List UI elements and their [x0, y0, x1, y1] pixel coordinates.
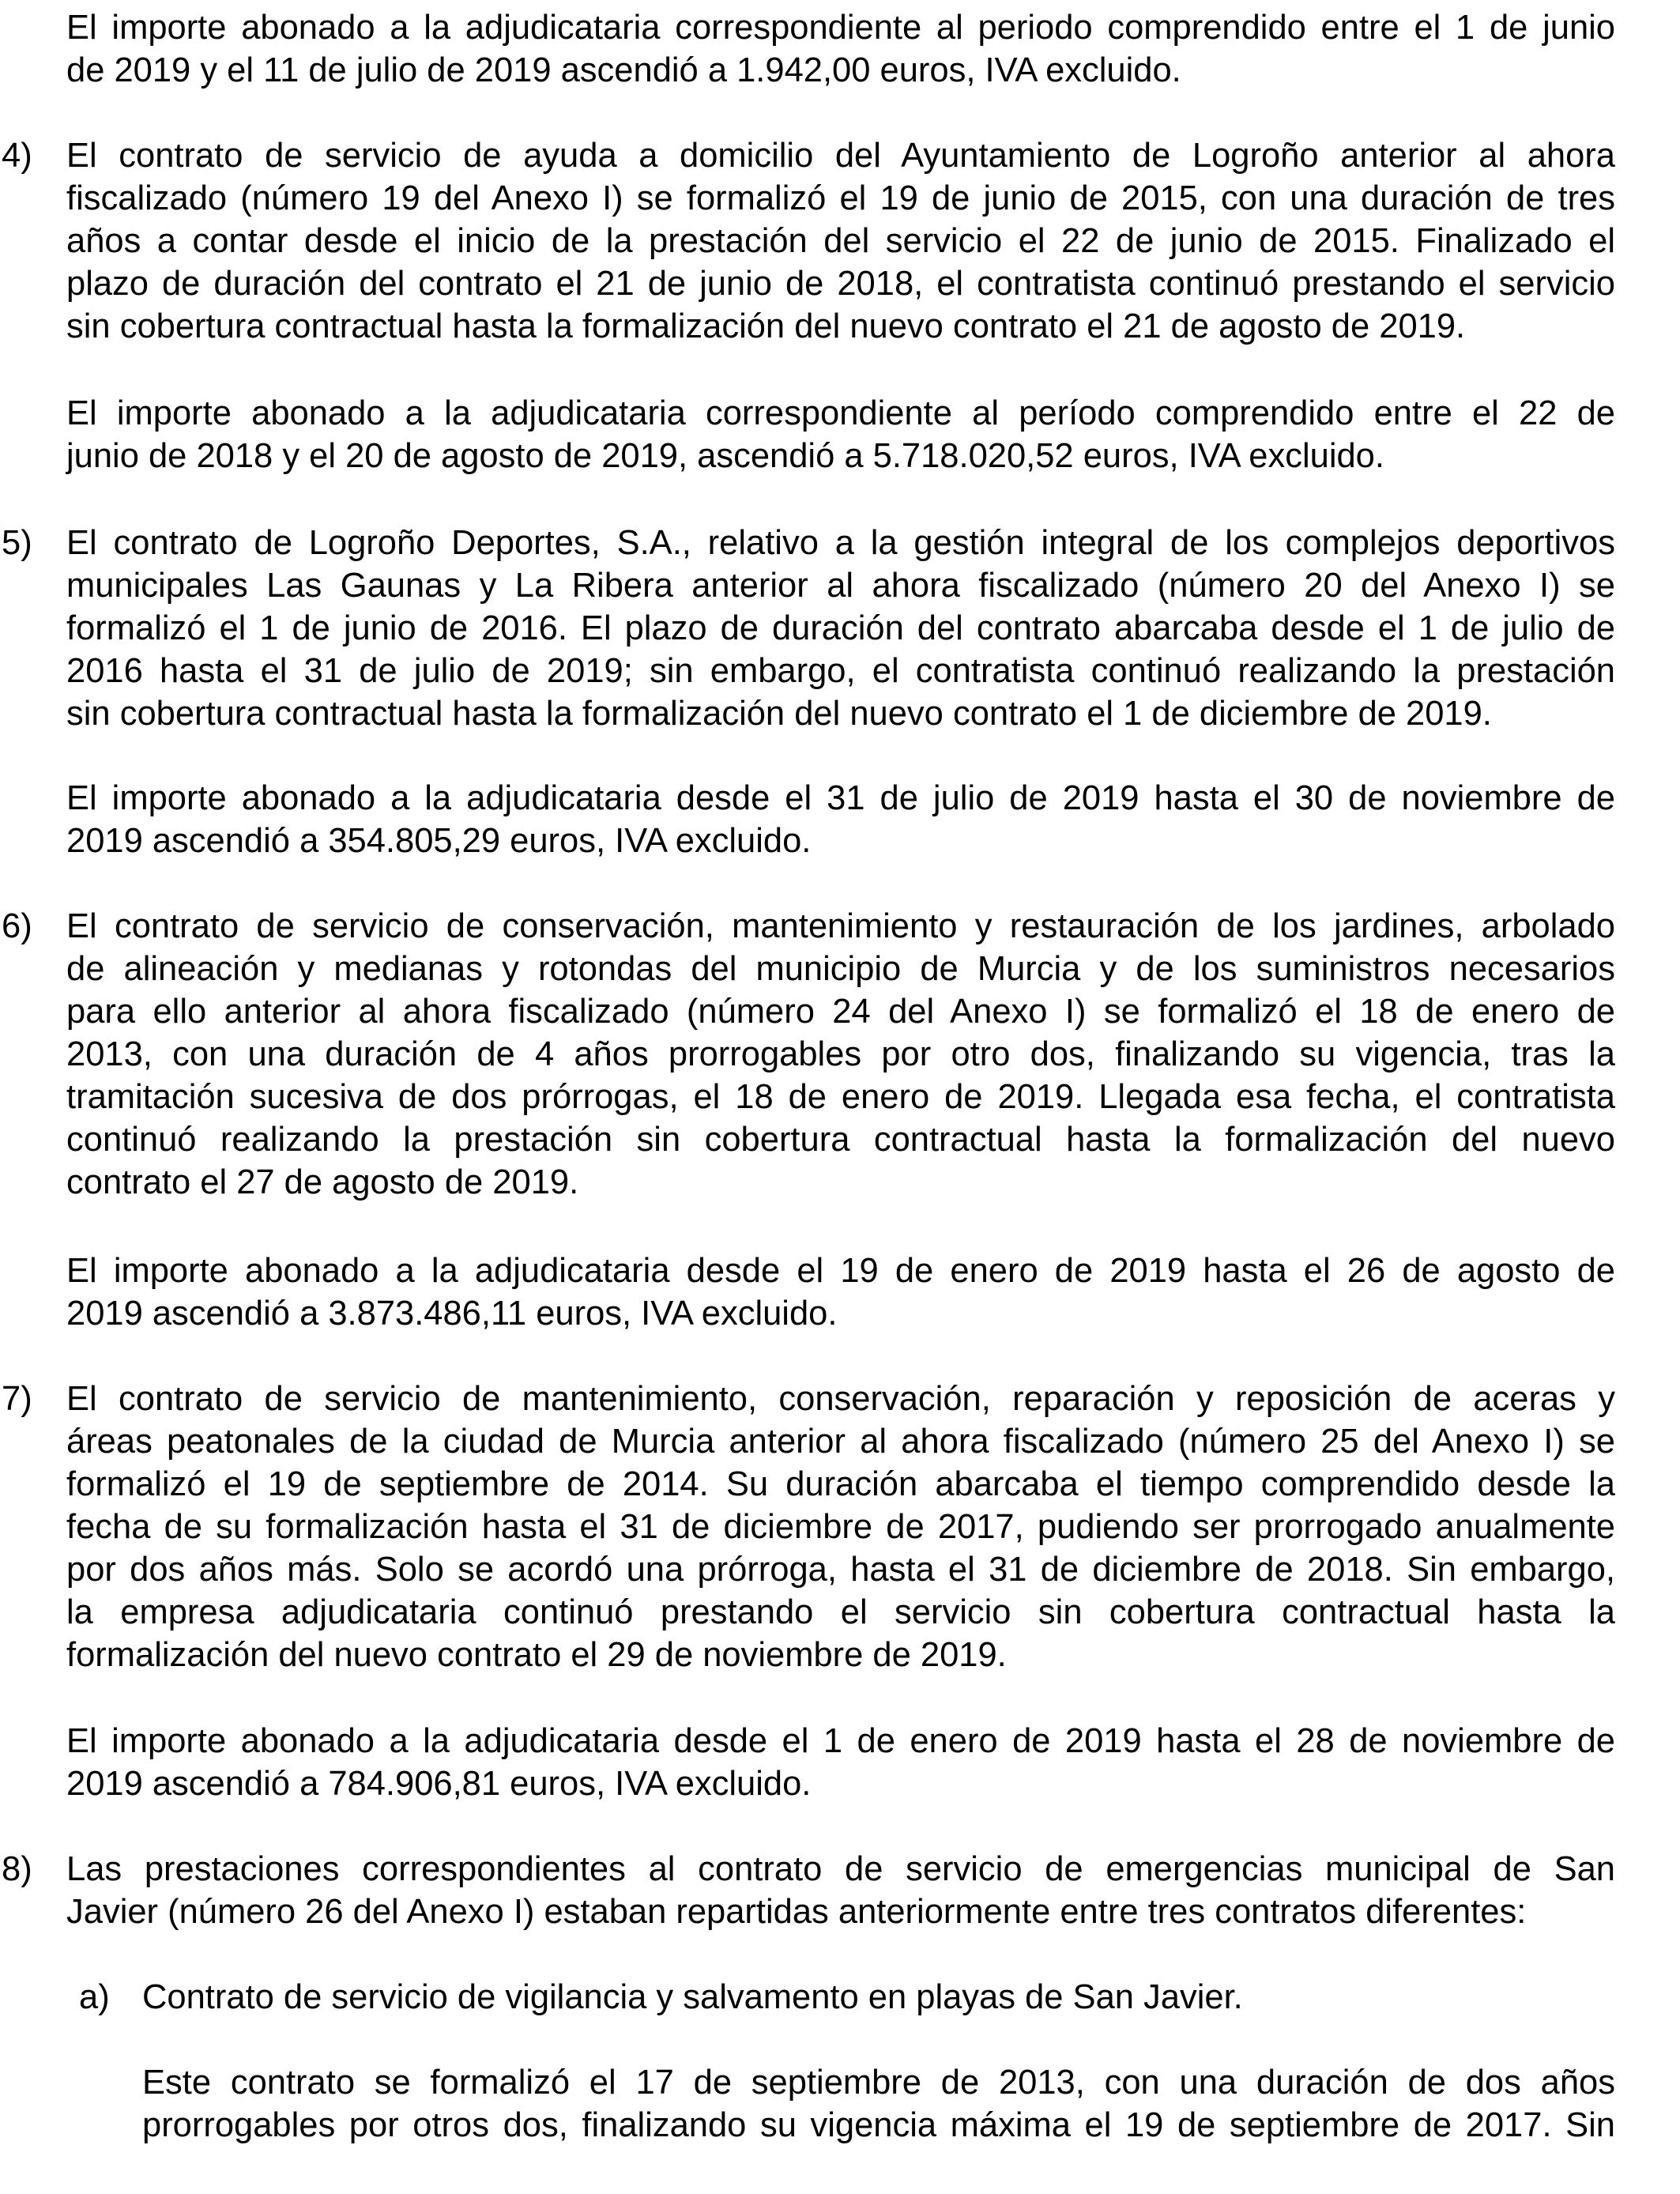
text-line: de alineación y medianas y rotondas del municipio de Murcia y de los suministros necesarios — [66, 950, 1615, 988]
item-number: 7) — [2, 1380, 32, 1418]
text-line: El importe abonado a la adjudicataria correspondiente al periodo comprendido entre el 1 de junio — [66, 9, 1615, 47]
text-line: prorrogables por otros dos, finalizando su vigencia máxima el 19 de septiembre de 2017. Sin — [142, 2106, 1615, 2144]
text-line: por dos años más. Solo se acordó una prórroga, hasta el 31 de diciembre de 2018. Sin embargo, — [66, 1551, 1615, 1589]
intro-paragraph — [66, 6, 1615, 92]
text-line: El contrato de servicio de ayuda a domicilio del Ayuntamiento de Logroño anterior al ahora — [66, 137, 1615, 175]
text-line: 2019 ascendió a 354.805,29 euros, IVA excluido. — [66, 822, 812, 860]
item-6-paragraph — [66, 905, 1615, 1204]
item-5-amount — [66, 777, 1615, 862]
text-line: formalizó el 1 de junio de 2016. El plazo de duración del contrato abarcaba desde el 1 de julio de — [66, 609, 1615, 647]
item-4-amount — [66, 392, 1615, 477]
item-number: 4) — [2, 137, 32, 175]
subitem-label: a) — [79, 1978, 110, 2016]
text-line: plazo de duración del contrato el 21 de junio de 2018, el contratista continuó prestando el servicio — [66, 265, 1615, 303]
item-7-paragraph — [66, 1378, 1615, 1676]
item-number: 5) — [2, 524, 32, 562]
text-line: la empresa adjudicataria continuó prestando el servicio sin cobertura contractual hasta la — [66, 1593, 1615, 1631]
text-line: fiscalizado (número 19 del Anexo I) se formalizó el 19 de junio de 2015, con una duración de tres — [66, 179, 1615, 217]
text-line: para ello anterior al ahora fiscalizado (número 24 del Anexo I) se formalizó el 18 de enero de — [66, 993, 1615, 1031]
text-line: formalización del nuevo contrato el 29 de noviembre de 2019. — [66, 1636, 1007, 1674]
text-line: 2019 ascendió a 784.906,81 euros, IVA excluido. — [66, 1765, 812, 1803]
text-line: El importe abonado a la adjudicataria desde el 19 de enero de 2019 hasta el 26 de agosto de — [66, 1252, 1615, 1290]
item-number: 8) — [2, 1850, 32, 1888]
text-line: Las prestaciones correspondientes al contrato de servicio de emergencias municipal de San — [66, 1850, 1615, 1888]
item-7-amount — [66, 1720, 1615, 1805]
text-line: 2019 ascendió a 3.873.486,11 euros, IVA excluido. — [66, 1295, 838, 1333]
text-line: El contrato de servicio de mantenimiento, conservación, reparación y reposición de aceras y — [66, 1380, 1615, 1418]
text-line: Este contrato se formalizó el 17 de septiembre de 2013, con una duración de dos años — [142, 2064, 1615, 2102]
text-line: 2016 hasta el 31 de julio de 2019; sin embargo, el contratista continuó realizando la prestación — [66, 652, 1615, 690]
item-4-paragraph — [66, 134, 1615, 348]
item-number: 6) — [2, 907, 32, 945]
item-6-amount — [66, 1250, 1615, 1335]
text-line: tramitación sucesiva de dos prórrogas, el 18 de enero de 2019. Llegada esa fecha, el contratista — [66, 1078, 1615, 1116]
text-line: El importe abonado a la adjudicataria desde el 31 de julio de 2019 hasta el 30 de noviembre de — [66, 779, 1615, 817]
subitem-a-paragraph — [142, 2061, 1615, 2147]
text-line: de 2019 y el 11 de julio de 2019 ascendió a 1.942,00 euros, IVA excluido. — [66, 51, 1181, 89]
text-line: Contrato de servicio de vigilancia y salvamento en playas de San Javier. — [142, 1978, 1243, 2016]
subitem-a-title — [142, 1976, 1565, 2019]
text-line: contrato el 27 de agosto de 2019. — [66, 1163, 579, 1201]
text-line: formalizó el 19 de septiembre de 2014. Su duración abarcaba el tiempo comprendido desde la — [66, 1465, 1615, 1503]
text-line: sin cobertura contractual hasta la formalización del nuevo contrato el 1 de diciembre de 2019. — [66, 695, 1492, 733]
text-line: El contrato de Logroño Deportes, S.A., relativo a la gestión integral de los complejos deportivos — [66, 524, 1615, 562]
text-line: El importe abonado a la adjudicataria desde el 1 de enero de 2019 hasta el 28 de noviembre de — [66, 1722, 1615, 1760]
text-line: junio de 2018 y el 20 de agosto de 2019, ascendió a 5.718.020,52 euros, IVA excluido. — [66, 437, 1384, 475]
text-line: fecha de su formalización hasta el 31 de diciembre de 2017, pudiendo ser prorrogado anualmente — [66, 1508, 1615, 1546]
text-line: Javier (número 26 del Anexo I) estaban repartidas anteriormente entre tres contratos diferentes: — [66, 1893, 1527, 1931]
text-line: continuó realizando la prestación sin cobertura contractual hasta la formalización del nuevo — [66, 1121, 1615, 1159]
text-line: El contrato de servicio de conservación, mantenimiento y restauración de los jardines, arbolado — [66, 907, 1615, 945]
text-line: municipales Las Gaunas y La Ribera anterior al ahora fiscalizado (número 20 del Anexo I) se — [66, 567, 1615, 605]
text-line: áreas peatonales de la ciudad de Murcia anterior al ahora fiscalizado (número 25 del Anexo I) se — [66, 1423, 1615, 1461]
text-line: sin cobertura contractual hasta la formalización del nuevo contrato el 21 de agosto de 2019. — [66, 307, 1466, 345]
text-line: años a contar desde el inicio de la prestación del servicio el 22 de junio de 2015. Finalizado el — [66, 222, 1615, 260]
text-line: El importe abonado a la adjudicataria correspondiente al período comprendido entre el 22 de — [66, 394, 1615, 432]
item-5-paragraph — [66, 522, 1615, 735]
text-line: 2013, con una duración de 4 años prorrogables por otro dos, finalizando su vigencia, tras la — [66, 1035, 1615, 1073]
item-8-paragraph — [66, 1848, 1615, 1933]
